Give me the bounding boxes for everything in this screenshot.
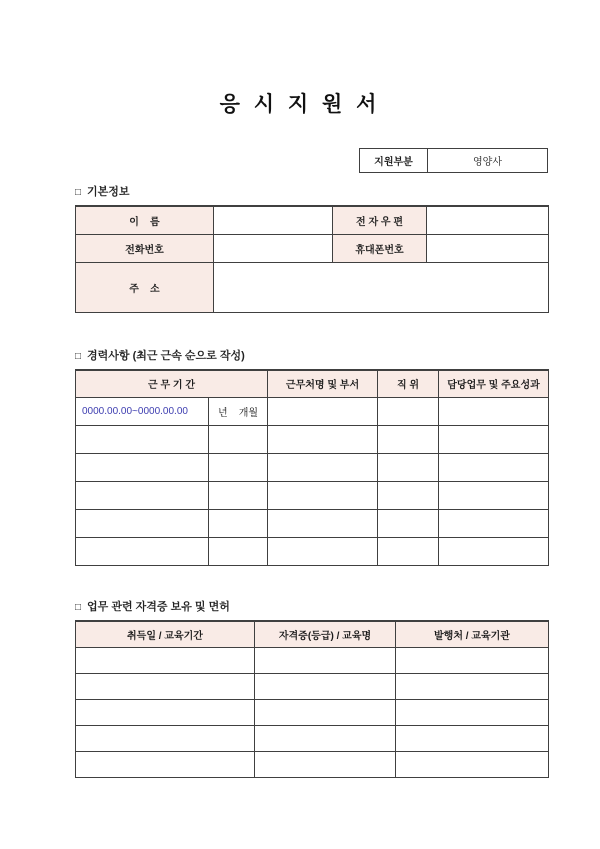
empty-row: [76, 482, 549, 510]
empty-cell: [396, 647, 549, 673]
basic-info-row-address: [76, 262, 549, 312]
empty-cell: [255, 673, 396, 699]
career-header-row: [76, 370, 549, 398]
empty-row: [76, 426, 549, 454]
empty-cell: [396, 751, 549, 777]
empty-cell: [76, 751, 255, 777]
section-marker-icon: □: [75, 187, 82, 198]
empty-cell: [439, 482, 549, 510]
empty-row: [76, 699, 549, 725]
empty-row: [76, 454, 549, 482]
name-value-cell: [214, 206, 333, 234]
empty-cell: [268, 510, 378, 538]
empty-cell: [396, 699, 549, 725]
empty-cell: [378, 426, 439, 454]
empty-cell: [76, 426, 209, 454]
empty-row: [76, 647, 549, 673]
empty-cell: [268, 454, 378, 482]
cert-col-name: 자격증(등급) / 교육명: [255, 621, 396, 647]
address-value-cell: [214, 262, 549, 312]
empty-cell: [439, 426, 549, 454]
address-label-cell: 주 소: [76, 262, 214, 312]
empty-cell: [209, 510, 268, 538]
empty-cell: [76, 725, 255, 751]
empty-cell: [209, 426, 268, 454]
empty-cell: [378, 398, 439, 426]
empty-row: [76, 538, 549, 566]
empty-cell: [255, 699, 396, 725]
empty-row: [76, 725, 549, 751]
empty-cell: [439, 398, 549, 426]
career-table: [75, 369, 549, 567]
career-sample-period: 0000.00.00~0000.00.00: [76, 398, 209, 426]
empty-cell: [76, 647, 255, 673]
empty-cell: [268, 398, 378, 426]
empty-cell: [268, 482, 378, 510]
document-title: 응 시 지 원 서: [219, 93, 381, 116]
basic-info-row-name-email: [76, 206, 549, 234]
certificates-section-title: [75, 598, 548, 614]
empty-cell: [378, 454, 439, 482]
career-section-title: [75, 347, 548, 363]
certificates-header-row: [76, 621, 549, 647]
empty-cell: [378, 510, 439, 538]
empty-cell: [209, 538, 268, 566]
certificates-title-text: 업무 관련 자격증 보유 및 면허: [87, 601, 230, 613]
empty-cell: [255, 725, 396, 751]
apply-field-value: 영양사: [428, 149, 548, 173]
cert-col-date: 취득일 / 교육기간: [76, 621, 255, 647]
empty-cell: [76, 699, 255, 725]
basic-info-row-phone-mobile: [76, 234, 549, 262]
career-col-position: 직 위: [378, 370, 439, 398]
empty-row: [76, 510, 549, 538]
empty-cell: [439, 538, 549, 566]
basic-info-section-title: [75, 183, 548, 199]
empty-cell: [439, 454, 549, 482]
apply-field-table: [359, 148, 548, 173]
section-marker-icon: □: [75, 602, 82, 613]
empty-cell: [76, 482, 209, 510]
phone-label-cell: 전화번호: [76, 234, 214, 262]
career-col-period: 근 무 기 간: [76, 370, 268, 398]
career-col-workplace: 근무처명 및 부서: [268, 370, 378, 398]
career-col-duties: 담당업무 및 주요성과: [439, 370, 549, 398]
empty-cell: [76, 538, 209, 566]
apply-field-label: 지원부분: [360, 149, 428, 173]
empty-cell: [76, 673, 255, 699]
empty-cell: [268, 538, 378, 566]
empty-cell: [255, 751, 396, 777]
phone-value-cell: [214, 234, 333, 262]
empty-cell: [439, 510, 549, 538]
empty-cell: [255, 647, 396, 673]
empty-cell: [76, 454, 209, 482]
empty-row: [76, 673, 549, 699]
mobile-value-cell: [427, 234, 549, 262]
cert-col-issuer: 발행처 / 교육기관: [396, 621, 549, 647]
empty-cell: [209, 482, 268, 510]
career-sample-duration: 년 개월: [209, 398, 268, 426]
empty-row: [76, 751, 549, 777]
career-sample-row: [76, 398, 549, 426]
empty-cell: [209, 454, 268, 482]
section-marker-icon: □: [75, 350, 82, 362]
career-title-text: 경력사항 (최근 근속 순으로 작성): [87, 349, 245, 362]
basic-info-title-text: 기본정보: [87, 186, 130, 198]
certificates-table: [75, 620, 549, 778]
empty-cell: [76, 510, 209, 538]
name-label-cell: 이 름: [76, 206, 214, 234]
email-label-cell: 전 자 우 편: [333, 206, 427, 234]
mobile-label-cell: 휴대폰번호: [333, 234, 427, 262]
empty-cell: [378, 538, 439, 566]
apply-field-row: [360, 149, 548, 173]
email-value-cell: [427, 206, 549, 234]
empty-cell: [396, 725, 549, 751]
basic-info-table: [75, 205, 549, 313]
empty-cell: [378, 482, 439, 510]
empty-cell: [268, 426, 378, 454]
empty-cell: [396, 673, 549, 699]
